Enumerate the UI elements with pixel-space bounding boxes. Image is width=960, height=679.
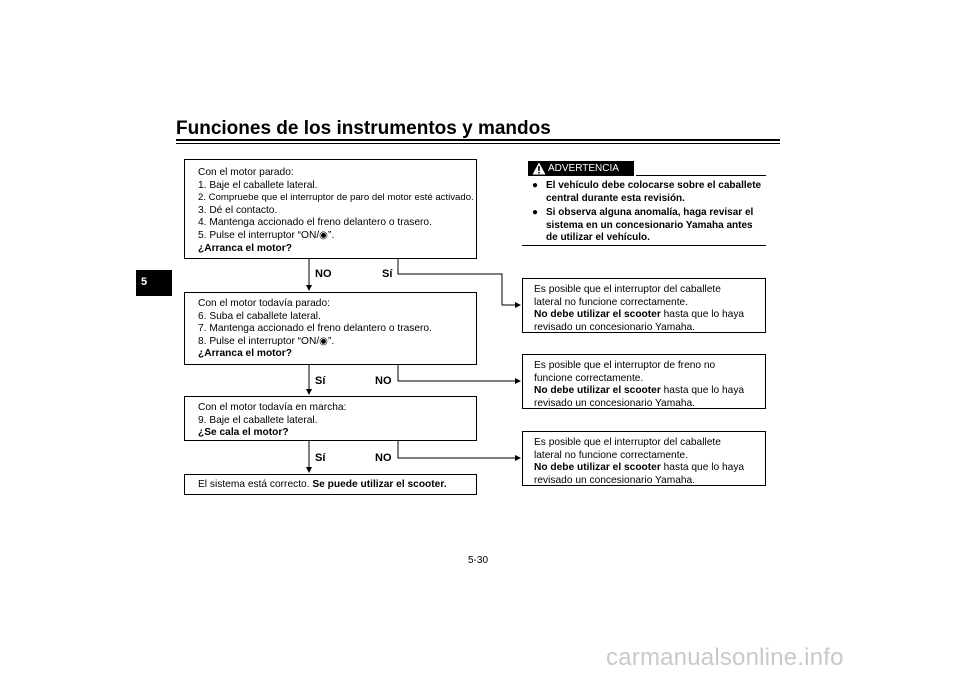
box4-text: El sistema está correcto. — [198, 479, 310, 490]
warning-item — [532, 207, 766, 245]
bullet-icon: ● — [532, 180, 539, 191]
result-bold: No debe utilizar el scooter — [534, 309, 661, 321]
box1-line: 4. Mantenga accionado el freno delantero o trasero. — [198, 217, 432, 229]
box2-line: 6. Suba el caballete lateral. — [198, 310, 321, 322]
arrow-box3-no — [398, 441, 520, 458]
box2-line: 8. Pulse el interruptor “ON/◉”. — [198, 335, 335, 347]
label-no-1: NO — [315, 268, 332, 280]
result-box-brake — [522, 354, 766, 409]
box1-line: 5. Pulse el interruptor “ON/◉”. — [198, 229, 335, 241]
warning-rule-top — [636, 175, 766, 176]
label-si-3: Sí — [315, 452, 326, 464]
box4-bold: Se puede utilizar el scooter. — [312, 479, 447, 490]
page-title: Funciones de los instrumentos y mandos — [176, 118, 551, 139]
flow-box-step1 — [184, 159, 477, 259]
arrow-box2-no — [398, 365, 520, 381]
box1-line: 2. Compruebe que el interruptor de paro del motor esté activado. — [198, 192, 474, 204]
result-rest: hasta que lo haya — [660, 385, 745, 397]
warning-badge — [528, 161, 634, 176]
watermark: carmanualsonline.info — [606, 644, 844, 671]
result-rest: hasta que lo haya — [660, 462, 745, 474]
result-line: lateral no funcione correctamente. — [534, 296, 689, 308]
label-no-3: NO — [375, 452, 392, 464]
result-line: Es posible que el interruptor del caballete — [534, 437, 721, 448]
box1-line: 1. Baje el caballete lateral. — [198, 179, 318, 191]
box2-question: ¿Arranca el motor? — [198, 348, 292, 360]
result-line: revisado un concesionario Yamaha. — [534, 474, 696, 486]
box3-line: 9. Baje el caballete lateral. — [198, 414, 318, 426]
result-line: Es posible que el interruptor de freno no — [534, 360, 716, 371]
result-line: funcione correctamente. — [534, 372, 644, 384]
result-bold: No debe utilizar el scooter — [534, 462, 661, 474]
result-line: Es posible que el interruptor del caballete — [534, 284, 721, 295]
chapter-tab: 5 — [136, 270, 172, 296]
result-line: lateral no funcione correctamente. — [534, 449, 689, 461]
flow-box-result-ok — [184, 474, 477, 495]
box2-line: Con el motor todavía parado: — [198, 298, 330, 309]
warning-item — [532, 180, 766, 205]
label-si-2: Sí — [315, 375, 326, 387]
result-box-sidestand-1 — [522, 278, 766, 333]
warning-list — [532, 180, 766, 247]
page-number: 5-30 — [468, 555, 489, 566]
box3-line: Con el motor todavía en marcha: — [198, 402, 347, 413]
box2-line: 7. Mantenga accionado el freno delantero o trasero. — [198, 323, 432, 335]
result-box-sidestand-2 — [522, 431, 766, 486]
box1-question: ¿Arranca el motor? — [198, 242, 292, 254]
result-bold: No debe utilizar el scooter — [534, 385, 661, 397]
warning-label: ADVERTENCIA — [548, 163, 619, 174]
bullet-icon: ● — [532, 207, 539, 219]
flow-box-step2 — [184, 292, 477, 365]
box1-line: Con el motor parado: — [198, 167, 294, 178]
label-si-1: Sí — [382, 268, 393, 280]
result-line: revisado un concesionario Yamaha. — [534, 397, 696, 409]
warning-item-text: Si observa alguna anomalía, haga revisar el sistema en un concesionario Yamaha antes de utilizar el vehículo. — [546, 207, 754, 244]
warning-rule-bottom — [522, 245, 766, 246]
label-no-2: NO — [375, 375, 392, 387]
result-rest: hasta que lo haya — [660, 309, 745, 321]
result-line: revisado un concesionario Yamaha. — [534, 321, 696, 333]
warning-triangle-icon — [532, 162, 546, 175]
warning-item-text: El vehículo debe colocarse sobre el caballete central durante esta revisión. — [546, 180, 762, 204]
box1-line: 3. Dé el contacto. — [198, 204, 278, 216]
flow-box-step3 — [184, 396, 477, 441]
box3-question: ¿Se cala el motor? — [198, 427, 289, 439]
